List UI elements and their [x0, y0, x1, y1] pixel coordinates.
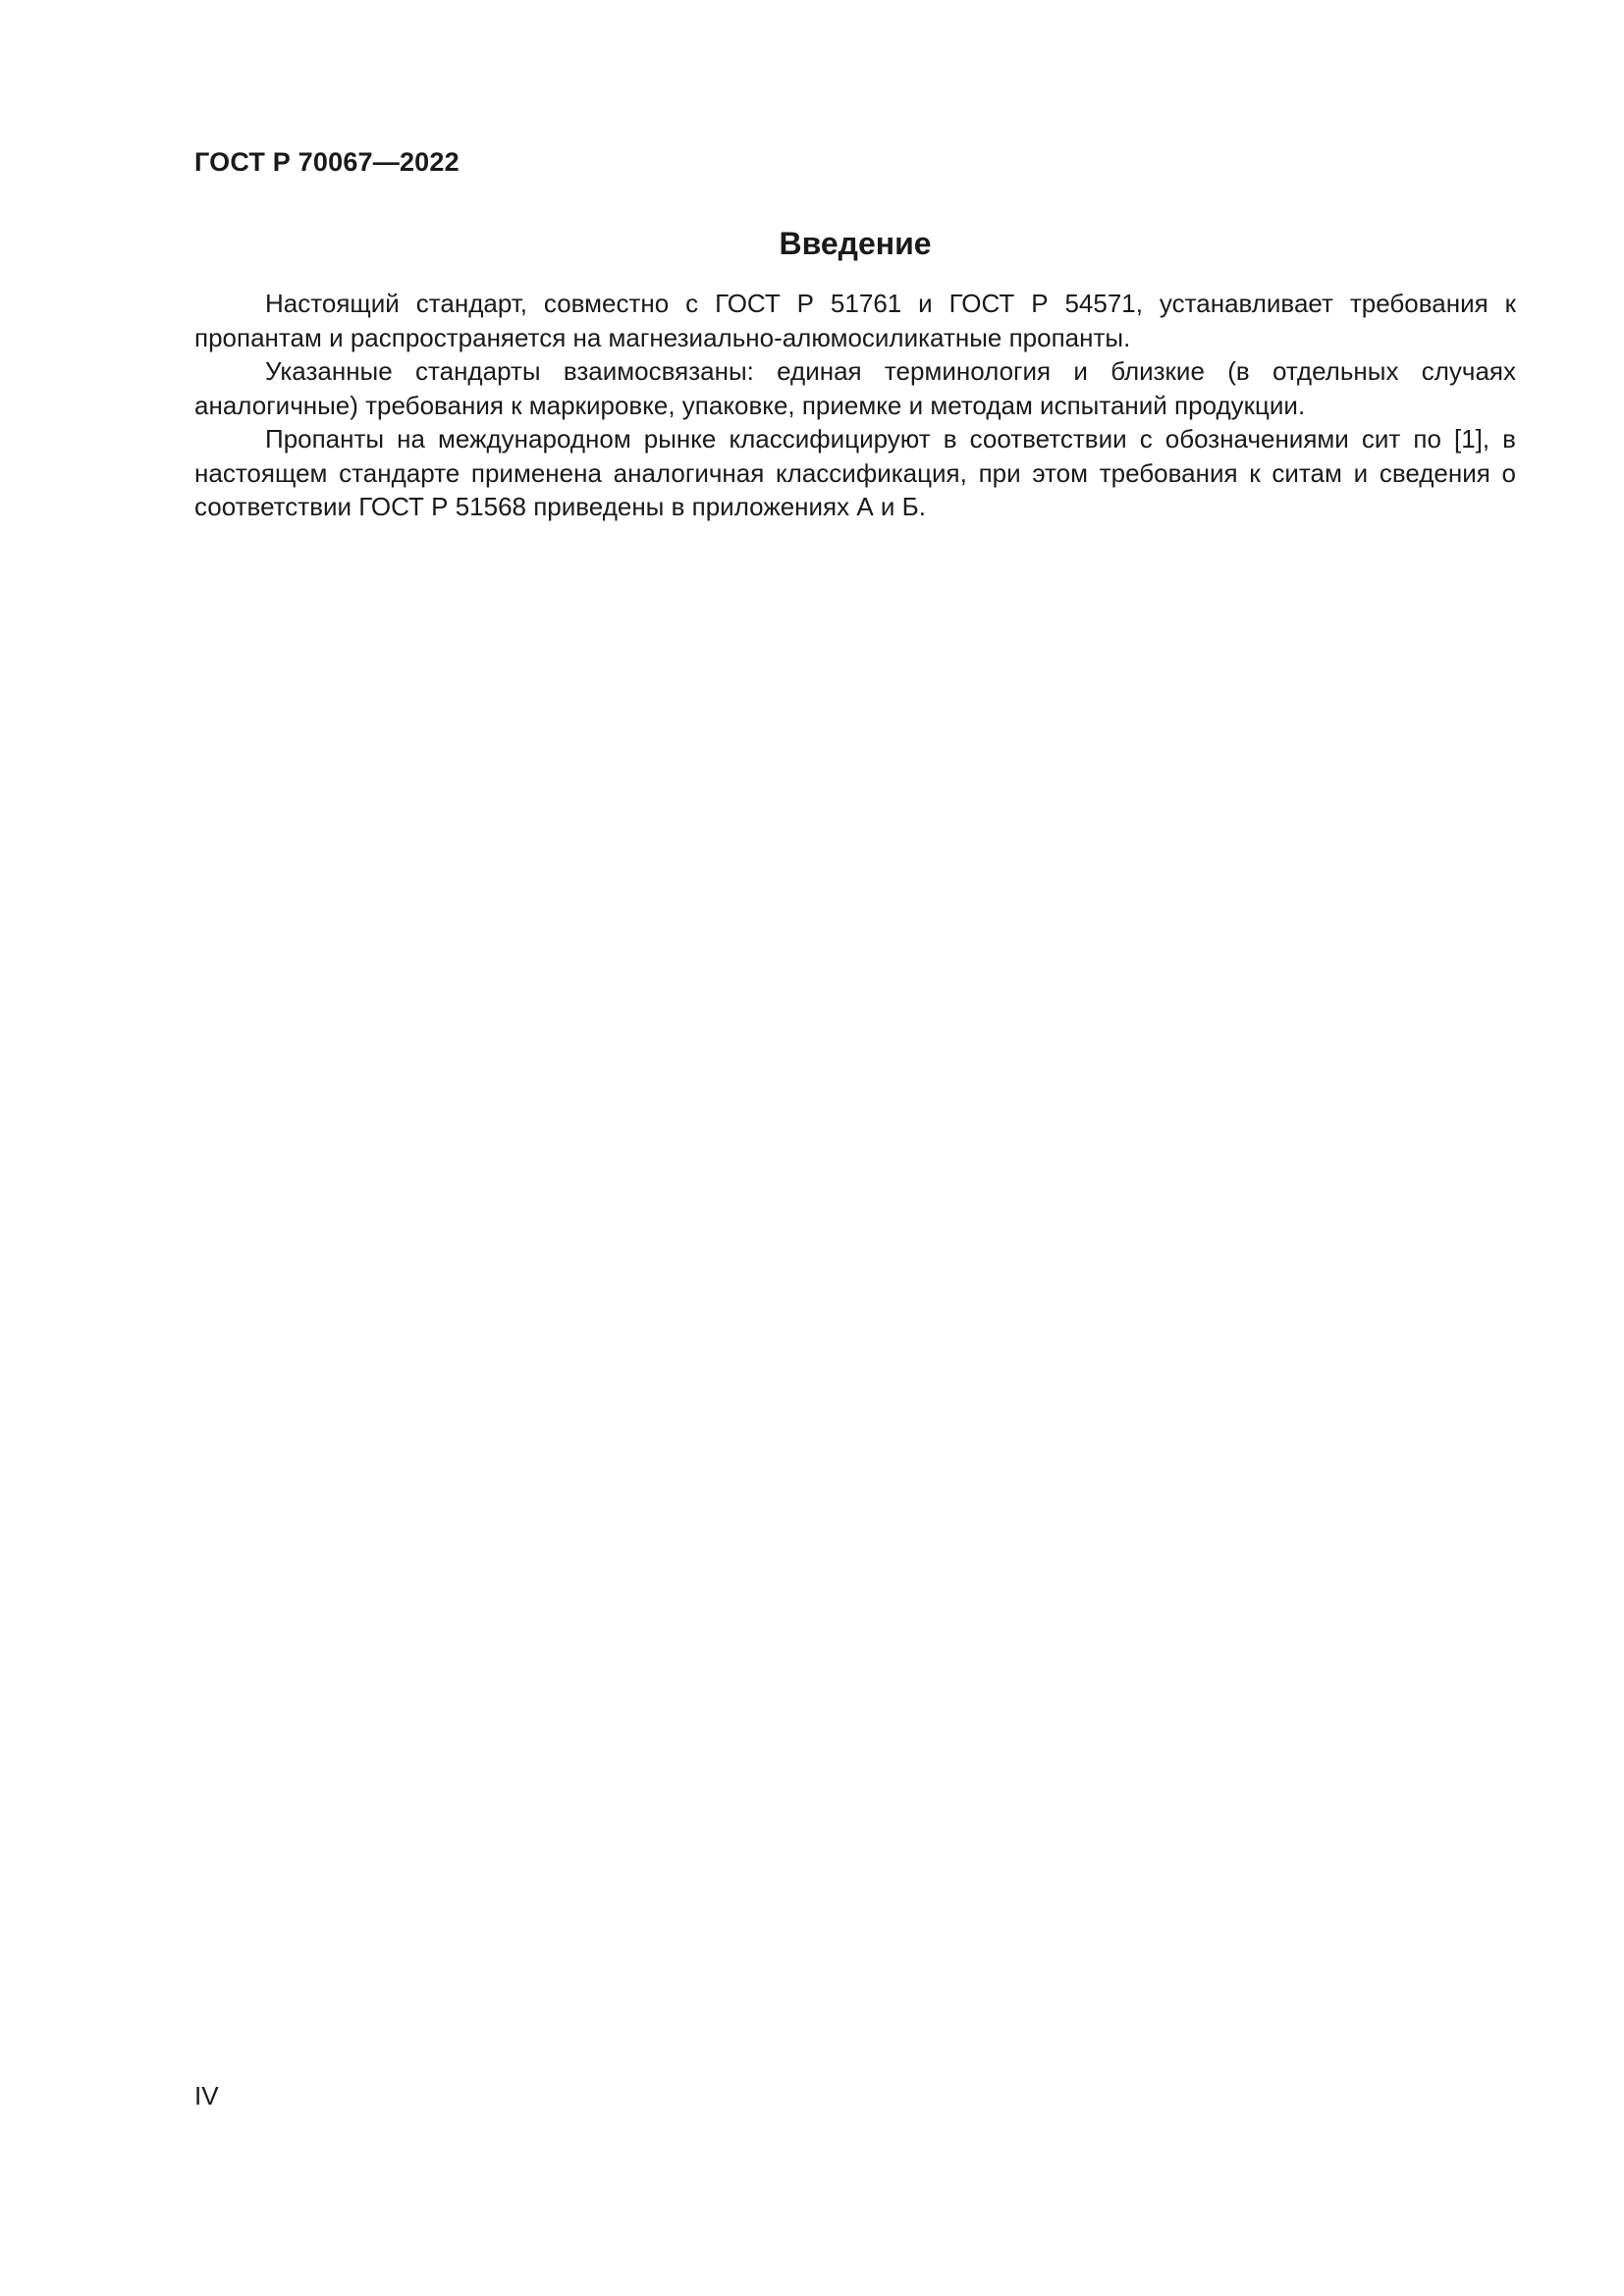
paragraph: Указанные стандарты взаимосвязаны: единая терминология и близкие (в отдельных случаях аналогичные) требования к маркировке, упаковке, приемке и методам испытаний продукции. [194, 356, 1516, 420]
paragraph: Настоящий стандарт, совместно с ГОСТ Р 51761 и ГОСТ Р 54571, устанавливает требования к пропантам и распространяется на магнезиально-алюмосиликатные пропанты. [194, 289, 1516, 352]
paragraph: Пропанты на международном рынке классифицируют в соответствии с обозначениями сит по [1], в настоящем стандарте применена аналогичная классификация, при этом требования к ситам и сведения о соответствии ГОСТ Р 51568 приведены в приложениях А и Б. [194, 424, 1516, 521]
page-number: IV [194, 2081, 219, 2110]
section-title: Введение [779, 226, 932, 261]
section-body [194, 287, 1516, 524]
document-designation: ГОСТ Р 70067—2022 [194, 147, 460, 177]
